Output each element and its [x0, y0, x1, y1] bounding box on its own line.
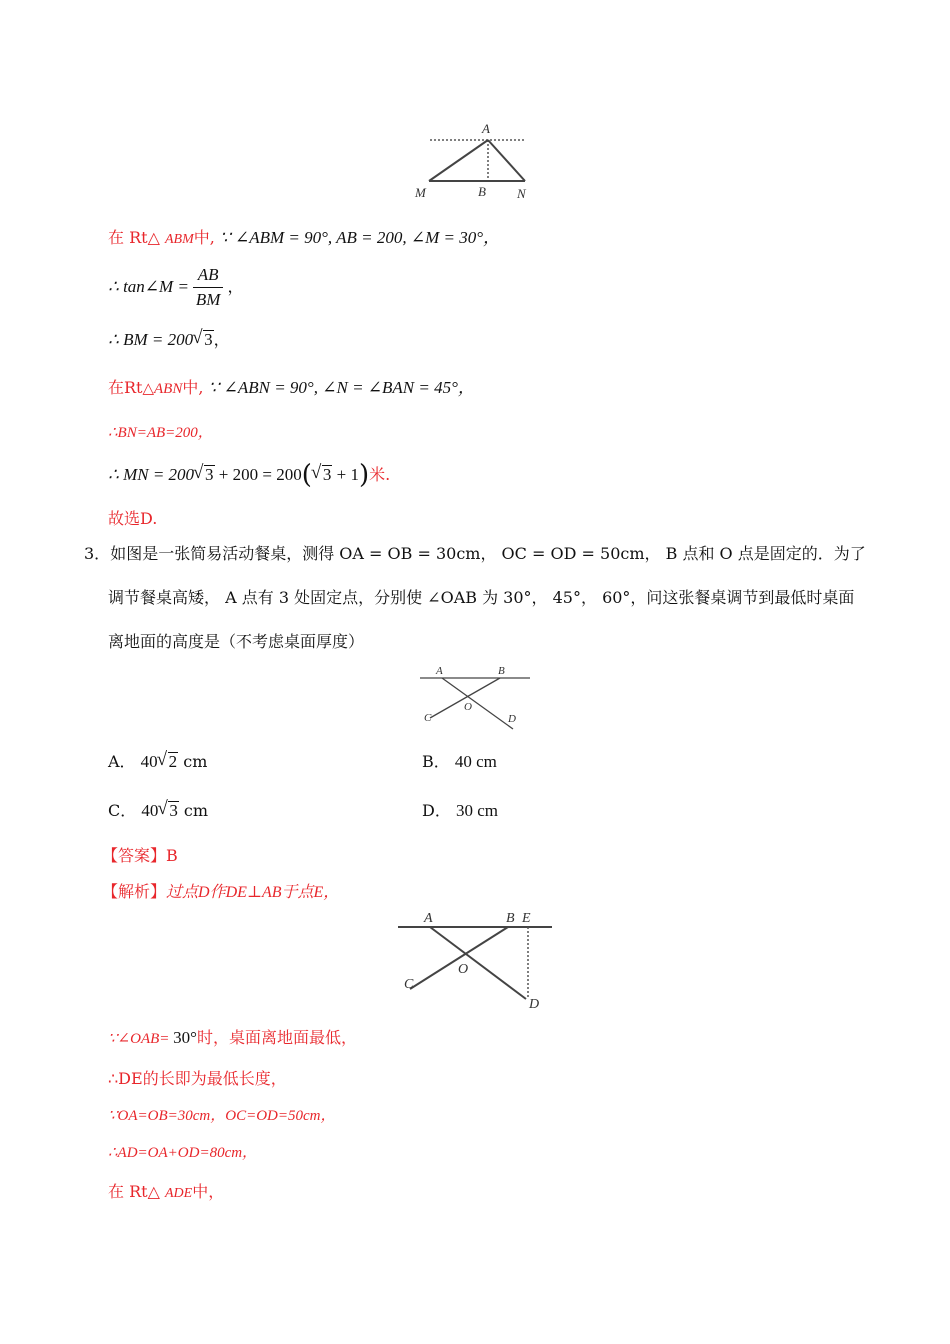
sqrt-symbol: √ 3 — [193, 329, 214, 351]
reason-line-4: ∴AD=OA+OD=80cm， — [108, 1145, 258, 1161]
figure-table — [416, 662, 534, 732]
label-m: M — [415, 185, 426, 200]
option-d[interactable]: D． 30 cm — [422, 801, 498, 820]
svg-text:B: B — [506, 911, 515, 926]
svg-text:D: D — [508, 713, 516, 725]
solution-line-6: ∴ MN = 200√ 3 + 200 = 200(√ 3 + 1)米. — [108, 460, 390, 490]
svg-text:D: D — [529, 997, 540, 1012]
svg-text:O: O — [464, 701, 472, 713]
reason-line-3: ∵OA=OB=30cm，OC=OD=50cm， — [108, 1108, 336, 1124]
svg-text:C: C — [404, 977, 414, 992]
svg-text:B: B — [498, 665, 505, 677]
reason-line-2: ∴DE的长即为最低长度， — [108, 1069, 287, 1088]
question-3: 3．如图是一张简易活动餐桌，测得 OA = OB = 30cm， OC = OD = 50cm， B 点和 O 点是固定的．为了 调节餐桌高矮， A 点有 3 处固定点，分别使 ∠OAB 为 30°， 45°， 60°，问这张餐桌调节到最低时桌面 离地面的高度是（不考虑桌面厚度） — [84, 544, 866, 651]
solution-line-2: ∴ tan∠M = $\frac{AB}{BM}$ ， — [108, 262, 243, 312]
figure-table-de — [394, 905, 554, 1015]
label-b: B — [478, 184, 486, 199]
svg-text:C: C — [424, 712, 432, 724]
option-b[interactable]: B． 40 cm — [422, 752, 497, 771]
analysis-line: 【解析】过点D作DE⊥AB于点E， — [102, 882, 340, 901]
label-a: A — [482, 121, 490, 136]
svg-text:A: A — [436, 665, 443, 677]
svg-text:E: E — [522, 911, 531, 926]
fraction-ab-bm: $\frac{AB}{BM}$ — [193, 263, 224, 312]
answer-line: 【答案】B — [102, 846, 178, 865]
svg-text:A: A — [424, 911, 433, 926]
solution-line-1: 在 Rt△ ABM中, ∵ ∠ABM = 90°, AB = 200, ∠M = 30°， — [108, 228, 501, 247]
figure-triangle-amn — [410, 118, 540, 204]
solution-line-5: ∴BN=AB=200， — [108, 425, 213, 441]
solution-line-3: ∴ BM = 200√ 3， — [108, 329, 230, 351]
reason-line-1: ∵∠OAB= 30°时，桌面离地面最低， — [108, 1028, 357, 1047]
reason-line-5: 在 Rt△ ADE中， — [108, 1182, 225, 1201]
svg-text:O: O — [458, 962, 469, 977]
option-a[interactable]: A． 40√ 2 cm — [108, 751, 207, 773]
option-c[interactable]: C． 40√ 3 cm — [108, 800, 208, 822]
solution-line-7: 故选D. — [108, 509, 158, 528]
solution-line-4: 在Rt△ABN中, ∵ ∠ABN = 90°, ∠N = ∠BAN = 45°， — [108, 378, 475, 397]
label-n: N — [517, 186, 526, 201]
